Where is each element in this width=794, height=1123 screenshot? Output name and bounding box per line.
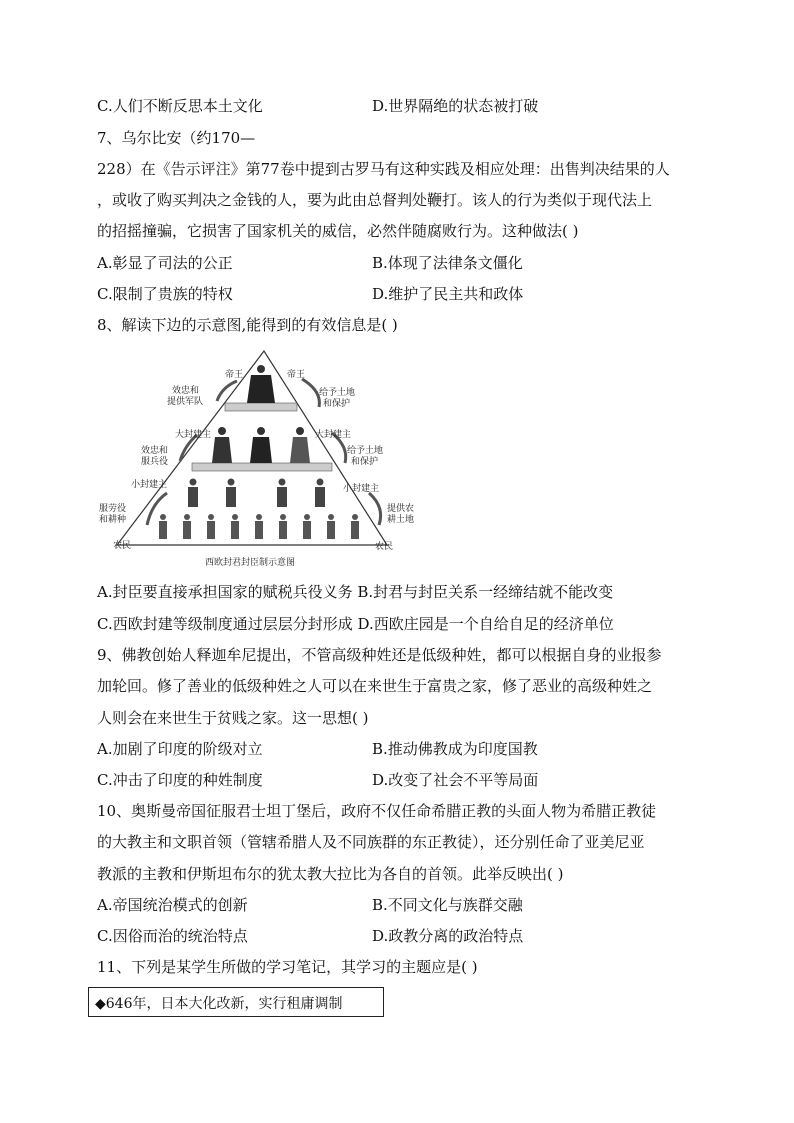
q9-option-d: D.改变了社会不平等局面 (372, 771, 539, 789)
q7-stem-line: 7、乌尔比安（约170— (97, 129, 256, 147)
label-bottom-left: 农民 (113, 541, 132, 551)
figure-caption: 西欧封君封臣制示意图 (205, 558, 296, 568)
study-note-box (88, 987, 384, 1017)
q10-option-b: B.不同文化与族群交融 (372, 896, 523, 914)
q6-option-c: C.人们不断反思本土文化 (97, 97, 263, 115)
q7-option-a: A.彰显了司法的公正 (97, 254, 233, 272)
arrow-label: 效忠和 (141, 446, 169, 456)
arrow-label: 效忠和 (172, 386, 200, 396)
arrow-label: 和耕种 (99, 515, 127, 525)
feudal-hierarchy-diagram (97, 345, 417, 573)
q10-stem-line: 的大教主和文职首领（管辖希腊人及不同族群的东正教徒），还分别任命了亚美尼亚 (97, 833, 645, 851)
label-top-right: 帝王 (287, 370, 306, 380)
king-figure (247, 365, 275, 403)
q7-option-c: C.限制了贵族的特权 (97, 285, 233, 303)
q6-option-d: D.世界隔绝的状态被打破 (372, 97, 539, 115)
q9-stem-line: 加轮回。修了善业的低级种姓之人可以在来世生于富贵之家，修了恶业的高级种姓之 (97, 677, 653, 695)
arrow-label: 服兵役 (141, 457, 169, 467)
arrow-label: 给予土地 (319, 388, 356, 398)
q9-stem-line: 9、佛教创始人释迦牟尼提出，不管高级种姓还是低级种姓，都可以根据自身的业报参 (97, 646, 662, 664)
q9-stem-line: 人则会在来世生于贫贱之家。这一思想( ) (97, 709, 369, 727)
label-low-right: 小封建主 (343, 484, 380, 494)
arrow-label: 和保护 (323, 399, 351, 409)
label-bottom-right: 农民 (375, 542, 394, 552)
tier-platform (225, 403, 297, 411)
q8-options-cd: C.西欧封建等级制度通过层层分封形成 D.西欧庄园是一个自给自足的经济单位 (97, 615, 614, 633)
q8-options-ab: A.封臣要直接承担国家的赋税兵役义务 B.封君与封臣关系一经缔结就不能改变 (97, 583, 614, 601)
label-low-left: 小封建主 (131, 480, 168, 490)
q10-option-c: C.因俗而治的统治特点 (97, 927, 248, 945)
peasant-figures (159, 514, 359, 539)
lesser-lord-figures (188, 479, 325, 508)
arrow-label: 提供军队 (167, 397, 204, 407)
q7-stem-line: ，或收了购买判决之金钱的人，要为此由总督判处鞭打。该人的行为类似于现代法上 (97, 191, 653, 209)
q8-stem: 8、解读下边的示意图,能得到的有效信息是( ) (97, 316, 398, 334)
arrow-label: 和保护 (351, 457, 379, 467)
arrow-label: 给予土地 (347, 446, 384, 456)
arrow-label: 服劳役 (99, 504, 127, 514)
arrow-up-left-3 (147, 493, 167, 525)
arrow-label: 耕土地 (387, 515, 415, 525)
q7-option-b: B.体现了法律条文僵化 (372, 254, 523, 272)
label-mid-right: 大封建主 (315, 430, 352, 440)
q7-option-d: D.维护了民主共和政体 (372, 285, 524, 303)
q10-option-d: D.政教分离的政治特点 (372, 927, 524, 945)
q10-stem-line: 教派的主教和伊斯坦布尔的犹太教大拉比为各自的首领。此举反映出( ) (97, 865, 564, 883)
label-mid-left: 大封建主 (175, 430, 212, 440)
q9-option-a: A.加剧了印度的阶级对立 (97, 740, 263, 758)
q9-option-b: B.推动佛教成为印度国教 (372, 740, 538, 758)
arrow-label: 提供农 (387, 504, 415, 514)
study-note-text: ◆646年，日本大化改新，实行租庸调制 (95, 996, 343, 1012)
q10-option-a: A.帝国统治模式的创新 (97, 896, 248, 914)
q7-stem-line: 的招摇撞骗，它损害了国家机关的威信，必然伴随腐败行为。这种做法( ) (97, 222, 579, 240)
q10-stem-line: 10、奥斯曼帝国征服君士坦丁堡后，政府不仅任命希腊正教的头面人物为希腊正教徒 (97, 802, 657, 820)
great-lord-figures (212, 427, 310, 463)
q9-option-c: C.冲击了印度的种姓制度 (97, 771, 263, 789)
feudal-pyramid-svg (97, 345, 417, 573)
arrow-down-right-1 (302, 379, 319, 407)
q11-stem: 11、下列是某学生所做的学习笔记，其学习的主题应是( ) (97, 958, 478, 976)
tier-platform (192, 463, 332, 471)
label-top-left: 帝王 (225, 370, 244, 380)
q7-stem-line: 228）在《告示评注》第77卷中提到古罗马有这种实践及相应处理：出售判决结果的人 (97, 160, 670, 178)
